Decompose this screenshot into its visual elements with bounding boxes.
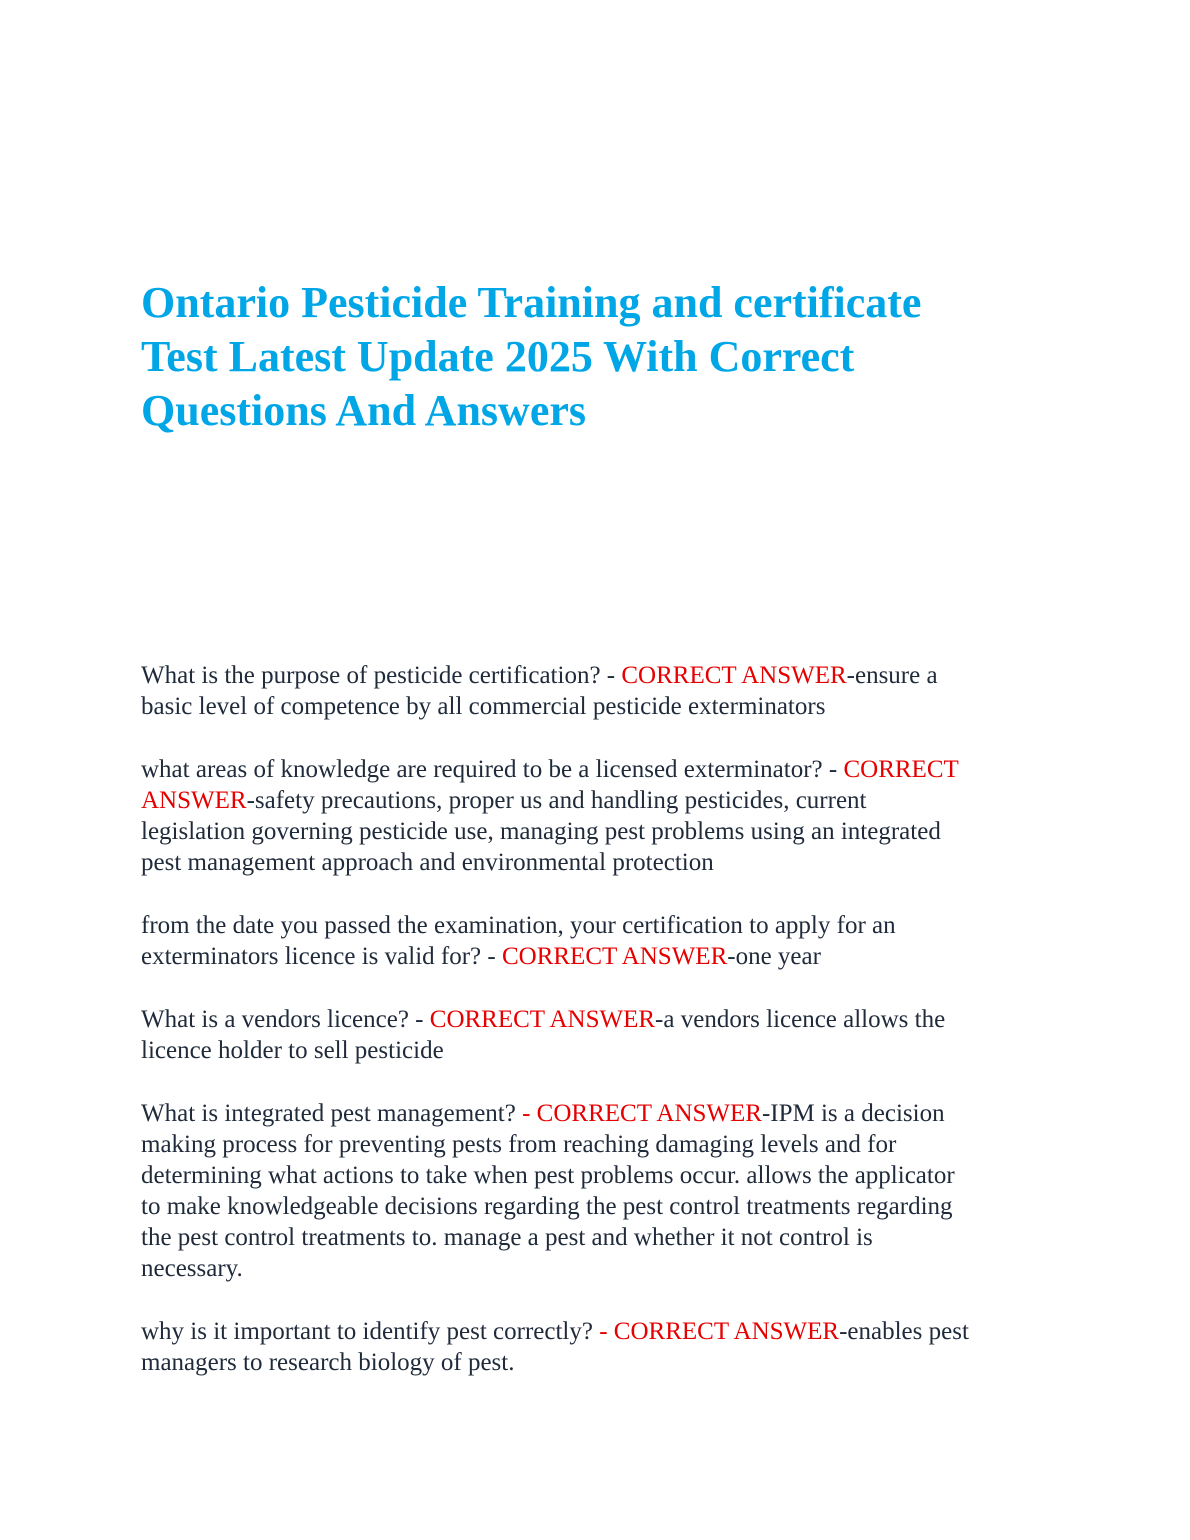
qa-line xyxy=(141,785,1061,816)
qa-list xyxy=(141,660,1061,1410)
answer-text: licence holder to sell pesticide xyxy=(141,1037,444,1064)
answer-text: determining what actions to take when pest problems occur. allows the applicator xyxy=(141,1162,955,1189)
qa-line xyxy=(141,816,1061,847)
qa-item xyxy=(141,1316,1061,1378)
answer-text: -one year xyxy=(727,943,821,970)
qa-item xyxy=(141,1004,1061,1066)
question-text: what areas of knowledge are required to be a licensed exterminator? - xyxy=(141,756,844,783)
correct-answer-label: - CORRECT ANSWER xyxy=(522,1100,762,1127)
qa-line xyxy=(141,691,1061,722)
qa-item xyxy=(141,754,1061,878)
title-line: Questions And Answers xyxy=(141,386,587,435)
answer-text: -IPM is a decision xyxy=(761,1100,945,1127)
qa-line xyxy=(141,941,1061,972)
qa-line xyxy=(141,1191,1061,1222)
answer-text: making process for preventing pests from reaching damaging levels and for xyxy=(141,1131,897,1158)
qa-line xyxy=(141,1098,1061,1129)
correct-answer-label: - CORRECT ANSWER xyxy=(599,1318,840,1345)
qa-line xyxy=(141,1316,1061,1347)
answer-text: legislation governing pesticide use, managing pest problems using an integrated xyxy=(141,818,941,845)
qa-line xyxy=(141,847,1061,878)
qa-line xyxy=(141,1004,1061,1035)
document-title xyxy=(141,276,1061,438)
correct-answer-label: CORRECT ANSWER xyxy=(621,662,847,689)
question-text: why is it important to identify pest correctly? xyxy=(141,1318,600,1345)
correct-answer-label: ANSWER xyxy=(141,787,247,814)
qa-line xyxy=(141,1160,1061,1191)
qa-item xyxy=(141,1098,1061,1284)
answer-text: -ensure a xyxy=(846,662,938,689)
question-text: What is a vendors licence? - xyxy=(141,1006,430,1033)
qa-item xyxy=(141,660,1061,722)
qa-line xyxy=(141,1253,1061,1284)
question-text: What is the purpose of pesticide certification? - xyxy=(141,662,622,689)
answer-text: -a vendors licence allows the xyxy=(655,1006,946,1033)
correct-answer-label: CORRECT ANSWER xyxy=(429,1006,656,1033)
question-text: What is integrated pest management? xyxy=(141,1100,523,1127)
answer-text: necessary. xyxy=(141,1255,243,1282)
qa-line xyxy=(141,1347,1061,1378)
qa-line xyxy=(141,910,1061,941)
qa-line xyxy=(141,660,1061,691)
question-text: from the date you passed the examination, your certification to apply for an xyxy=(141,912,896,939)
title-line: Test Latest Update 2025 With Correct xyxy=(141,332,855,381)
answer-text: basic level of competence by all commercial pesticide exterminators xyxy=(141,693,826,720)
answer-text: the pest control treatments to. manage a pest and whether it not control is xyxy=(141,1224,873,1251)
qa-item xyxy=(141,910,1061,972)
answer-text: managers to research biology of pest. xyxy=(141,1349,515,1376)
qa-line xyxy=(141,1035,1061,1066)
answer-text: to make knowledgeable decisions regarding the pest control treatments regarding xyxy=(141,1193,953,1220)
qa-line xyxy=(141,1129,1061,1160)
answer-text: pest management approach and environmental protection xyxy=(141,849,714,876)
qa-line xyxy=(141,754,1061,785)
title-line: Ontario Pesticide Training and certificate xyxy=(141,278,922,327)
question-text: exterminators licence is valid for? - xyxy=(141,943,502,970)
answer-text: -safety precautions, proper us and handling pesticides, current xyxy=(246,787,867,814)
correct-answer-label: CORRECT ANSWER xyxy=(501,943,728,970)
qa-line xyxy=(141,1222,1061,1253)
correct-answer-label: CORRECT xyxy=(843,756,959,783)
answer-text: -enables pest xyxy=(839,1318,969,1345)
